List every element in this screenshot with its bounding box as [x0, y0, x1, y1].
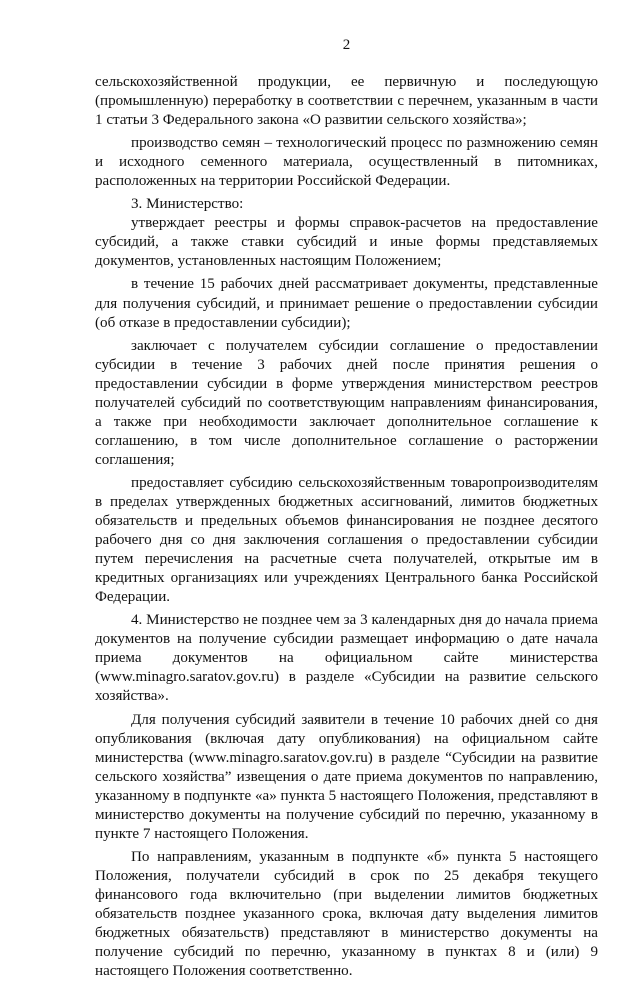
paragraph-application-deadline: Для получения субсидий заявители в течение 10 рабочих дней со дня опубликования (включая дату опубликования) на официальном сайте министерства (www.minagro.saratov.gov.ru) в разделе “Субсидии на развитие сельского хозяйства” извещения о дате приема документов по направлению, указанному в подпункте «а» пункта 5 настоящего Положения, представляют в министерство документы на получение субсидий по перечню, указанному в пункте 7 настоящего Положения. [95, 711, 598, 842]
paragraph-ministry-provides: предоставляет субсидию сельскохозяйственным товаропроизводителям в пределах утвержденных бюджетных ассигнований, лимитов бюджетных обязательств и предельных объемов финансирования не позднее десятого рабочего дня со дня заключения соглашения о предоставлении субсидии путем перечисления на расчетные счета получателей, открытые им в кредитных организациях или учреждениях Центрального банка Российской Федерации. [95, 474, 598, 606]
paragraph-clause-4: 4. Министерство не позднее чем за 3 календарных дня до начала приема документов на получение субсидии размещает информацию о дате начала приема документов на официальном сайте министерства (www.minagro.saratov.gov.ru) в разделе «Субсидии на развитие сельского хозяйства». [95, 612, 598, 705]
paragraph-definition-seeds: производство семян – технологический процесс по размножению семян и исходного семенного материала, осуществленный в питомниках, расположенных на территории Российской Федерации. [95, 135, 598, 190]
paragraph-definition-processing: сельскохозяйственной продукции, ее первичную и последующую (промышленную) переработку в соответствии с перечнем, указанным в части 1 статьи 3 Федерального закона «О развитии сельского хозяйства»; [95, 74, 598, 129]
paragraph-ministry-agreement: заключает с получателем субсидии соглашение о предоставлении субсидии в течение 3 рабочих дней после принятия решения о предоставлении субсидии в форме утверждения министерством реестров получателей субсидий по соответствующим направлениям финансирования, а также при необходимости заключает дополнительное соглашение к соглашению, в том числе дополнительное соглашение о расторжении соглашения; [95, 337, 598, 468]
paragraph-ministry-approves: утверждает реестры и формы справок-расчетов на предоставление субсидий, а также ставки субсидий и иные формы представляемых документов, установленных настоящим Положением; [95, 215, 598, 270]
paragraph-ministry-reviews: в течение 15 рабочих дней рассматривает документы, представленные для получения субсидий, и принимает решение о предоставлении субсидии (об отказе в предоставлении субсидии); [95, 276, 598, 331]
paragraph-directions-b: По направлениям, указанным в подпункте «б» пункта 5 настоящего Положения, получатели субсидий в срок по 25 декабря текущего финансового года включительно (при выделении лимитов бюджетных обязательств позднее указанного срока, включая дату выделения лимитов бюджетных обязательств) представляют в министерство документы на получение субсидий по перечню, указанному в пунктах 8 и (или) 9 настоящего Положения соответственно. [95, 848, 598, 980]
page-number: 2 [342, 37, 351, 53]
paragraph-ministry-heading: 3. Министерство: [131, 196, 244, 213]
